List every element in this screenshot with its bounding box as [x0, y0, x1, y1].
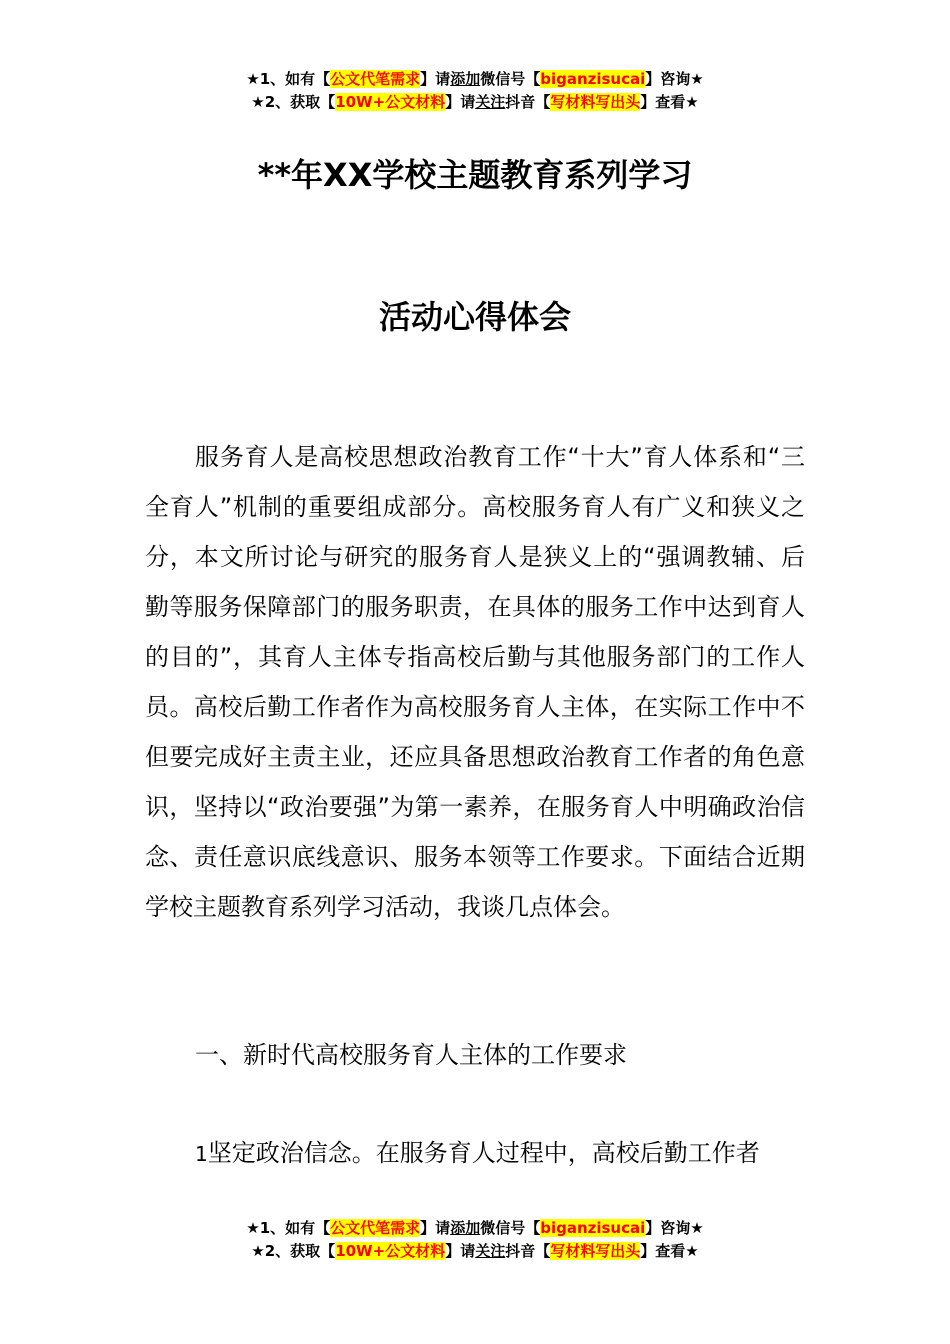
promo-text: 】查看★ [640, 1242, 699, 1260]
promo-text: 抖音【 [505, 1242, 551, 1260]
promo-text: ★1、如有【 [246, 1219, 331, 1237]
promo-text: 微信号【 [480, 70, 541, 88]
promo-highlight: 公文代笔需求 [330, 70, 421, 88]
promo-underline: 添加 [450, 70, 481, 88]
promo-text: ★1、如有【 [246, 70, 331, 88]
promo-text: 微信号【 [480, 1219, 541, 1237]
item-text: 坚定政治信念。在服务育人过程中，高校后勤工作者 [207, 1139, 760, 1167]
promo-text: 】咨询★ [645, 1219, 704, 1237]
promo-highlight: 公文代笔需求 [330, 1219, 421, 1237]
promo-text: 】咨询★ [645, 70, 704, 88]
promo-line-2 [0, 1240, 950, 1263]
promo-text: 】请 [420, 1219, 451, 1237]
promo-underline: 关注 [475, 1242, 506, 1260]
promo-text: 】请 [445, 93, 476, 111]
promo-highlight: biganzisucai [540, 1219, 646, 1237]
promo-highlight: biganzisucai [540, 70, 646, 88]
body-paragraph: 服务育人是高校思想政治教育工作“十大”育人体系和“三全育人”机制的重要组成部分。高校服务育人有广义和狭义之分，本文所讨论与研究的服务育人是狭义上的“强调教辅、后勤等服务保障部门的服务职责，在具体的服务工作中达到育人的目的”，其育人主体专指高校后勤与其他服务部门的工作人员。高校后勤工作者作为高校服务育人主体，在实际工作中不但要完成好主责主业，还应具备思想政治教育工作者的角色意识，坚持以“政治要强”为第一素养，在服务育人中明确政治信念、责任意识底线意识、服务本领等工作要求。下面结合近期学校主题教育系列学习活动，我谈几点体会。 [145, 443, 805, 921]
promo-banner-bottom [0, 1217, 950, 1263]
promo-underline: 关注 [475, 93, 506, 111]
document-title-line-2: 活动心得体会 [378, 298, 571, 336]
promo-text: 】查看★ [640, 93, 699, 111]
promo-line-1 [0, 68, 950, 91]
promo-line-2 [0, 91, 950, 114]
promo-banner-top [0, 68, 950, 114]
list-item [195, 1128, 760, 1179]
promo-highlight: 写材料写出头 [550, 1242, 641, 1260]
promo-text: 抖音【 [505, 93, 551, 111]
promo-text: ★2、获取【 [251, 93, 336, 111]
promo-text: ★2、获取【 [251, 1242, 336, 1260]
section-heading: 一、新时代高校服务育人主体的工作要求 [195, 1041, 627, 1069]
promo-line-1 [0, 1217, 950, 1240]
promo-text: 】请 [445, 1242, 476, 1260]
promo-underline: 添加 [450, 1219, 481, 1237]
promo-highlight: 写材料写出头 [550, 93, 641, 111]
item-number: 1 [195, 1142, 208, 1166]
promo-text: 】请 [420, 70, 451, 88]
promo-highlight: 10W+公文材料 [335, 93, 446, 111]
promo-highlight: 10W+公文材料 [335, 1242, 446, 1260]
document-title-line-1: **年XX学校主题教育系列学习 [257, 156, 693, 194]
